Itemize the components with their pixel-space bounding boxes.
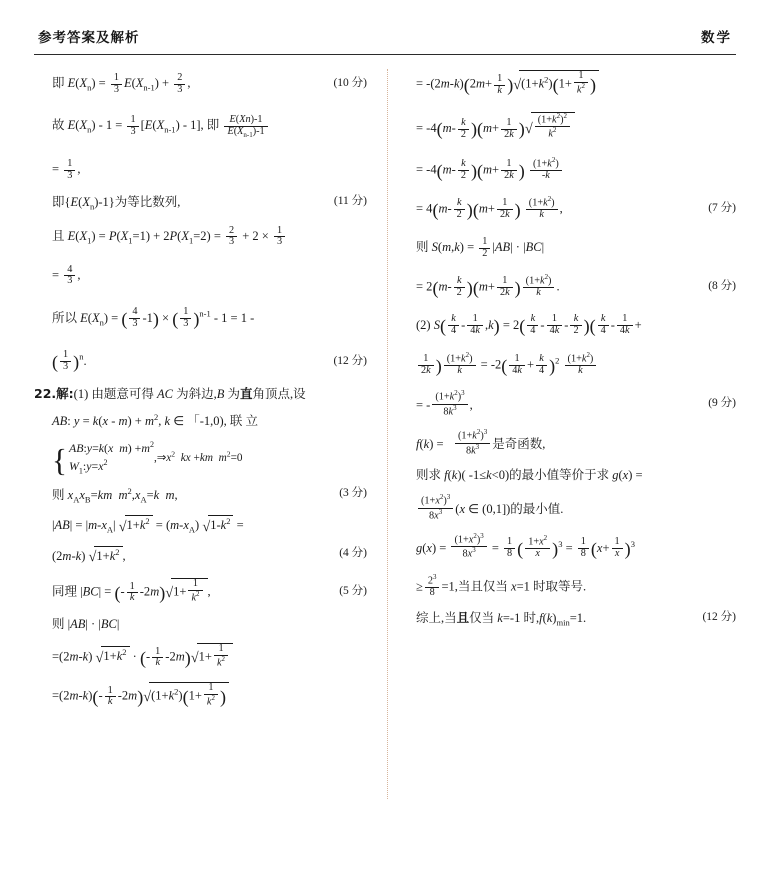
line-l11: { AB:y=k(x $m) +m^2$ $W_1:y=x^2$ $,\Rightarrow x^2$ kx +km $m^2=0$ — [52, 440, 243, 478]
line-l10: AB: $y = k(x - m) + m^2$, k ∈ 「-1,0), 联 立 — [52, 411, 259, 429]
score-mark: (7 分) — [708, 202, 736, 215]
line-l3: = $\frac{1}{3}$ , — [52, 157, 81, 181]
line-l7: 所以 $E(X_n)$ = ( $\frac{4}{3}$ -1) × ( $\frac{1}{3}$ )$^{n-1}$ - 1 = 1 - — [52, 306, 255, 330]
header-title-right: 数学 — [701, 30, 732, 46]
left-column — [34, 69, 385, 799]
line-r5: 则 S(m,k) = $\frac{1}{2}$ |AB| · |BC| — [416, 235, 545, 259]
line-l18: =(2m-k)(- $\frac{1}{k}$ -2m) √ $(1+k^2)(1+$ $\frac{1}{k^2}$ ) — [34, 681, 367, 711]
line-r8: $\frac{1}{2k}$ ) $\frac{(1+k^2)}{k}$ = -2( $\frac{1}{4k}$ + $\frac{k}{4}$ )$^2$ $\frac{(1+k^2)}{k}$ — [416, 350, 736, 380]
line-l13: $|AB| = |m-x_A|$ √ $1+k^2 = (m-x_A)$ √ $1-k^2$ = — [34, 515, 367, 537]
line-r4: = 4(m- $\frac{k}{2}$ )(m+ $\frac{1}{2k}$ ) $\frac{(1+k^2)}{k}$ , (7 分) — [416, 194, 736, 221]
line-r7: (2) S( $\frac{k}{4}$ - $\frac{1}{4k}$ ,k) = 2( $\frac{k}{4}$ - $\frac{1}{4k}$ - $\frac{k}{2}$ )( $\frac{k}{4}$ - $\frac{1}{4k}$ + — [416, 313, 642, 337]
line-l5: 且 $E(X_1) = P(X_1=1) + 2P(X_1=2)$ = $\frac{2}{3}$ + 2 × $\frac{1}{3}$ — [34, 222, 367, 252]
line-l12: 则 $x_Ax_B=km$ $m^2,x_A=k$ m, (3 分) — [52, 486, 367, 505]
line-l6: = $\frac{4}{3}$ , — [52, 263, 81, 287]
line-l2: 故 $E(X_n) - 1$ = $\frac{1}{3}$ $[E(X_{n-1}) - 1]$, 即 $\frac{E(Xn)-1}{E(X_{n-1})-1}$ — [34, 108, 367, 146]
right-column — [390, 69, 736, 799]
line-r14: ≥ $\frac{2^3}{8}$ =1,当且仅当 x=1 时取等号. — [416, 572, 587, 598]
header-rule — [34, 54, 736, 55]
line-l17: =(2m-k) √ $1+k^2$ · (- $\frac{1}{k}$ -2m) √ 1+ $\frac{1}{k^2}$ — [34, 642, 367, 672]
score-mark: (8 分) — [708, 280, 736, 293]
score-mark: (4 分) — [339, 547, 367, 560]
line-l14: (2m-k) √ $1+k^2$ , (4 分) — [34, 546, 367, 568]
score-mark: (9 分) — [708, 397, 736, 410]
line-r12: $\frac{(1+x^2)^3}{8x^3}$ (x ∈ (0,1])的最小值. — [416, 493, 736, 523]
line-r13: g(x) = $\frac{(1+x^2)^3}{8x^3}$ = $\frac{1}{8}$ ( $\frac{1+x^2}{x}$ )$^3$ = $\frac{1}{8}$ (x+ $\frac{1}{x}$ )$^3$ — [416, 531, 635, 560]
score-mark: (12 分) — [333, 355, 367, 368]
line-l1: 即 $E(X_n)$ = $\frac{1}{3}$ $E(X_{n-1})$ + $\frac{2}{3}$ , (10 分) — [52, 71, 367, 95]
score-mark: (12 分) — [702, 611, 736, 623]
line-r11: 则求 f(k)( -1≤k<0)的最小值等价于求 g(x) = — [416, 468, 643, 482]
line-l8: ( $\frac{1}{3}$ )$^n$. (12 分) — [52, 349, 367, 373]
line-r6: = 2(m- $\frac{k}{2}$ )(m+ $\frac{1}{2k}$ ) $\frac{(1+k^2)}{k}$ . (8 分) — [416, 272, 736, 299]
line-l16: 则 |AB| · |BC| — [52, 616, 120, 631]
line-r1: = -(2m-k)(2m+ $\frac{1}{k}$ ) √ $(1+k^2)(1+$ $\frac{1}{k^2}$ ) — [416, 69, 736, 99]
header-title-left: 参考答案及解析 — [38, 30, 140, 46]
line-r15: 综上,当且仅当 k=-1 时$,f(k)_{min}=1$. (12 分) — [416, 610, 736, 628]
score-mark: (5 分) — [339, 584, 367, 597]
line-l9: 22.解:(1) 由题意可得 AC 为斜边,B 为直角顶点,设 — [34, 385, 306, 401]
page-header — [34, 26, 736, 46]
line-r9: = - $\frac{(1+k^2)^3}{8k^3}$ , (9 分) — [416, 389, 736, 417]
column-divider — [387, 69, 388, 799]
score-mark: (10 分) — [333, 77, 367, 90]
line-l4: 即$\{E(X_n)-1\}$为等比数列, (11 分) — [52, 195, 367, 212]
line-r2: = -4(m- $\frac{k}{2}$ )(m+ $\frac{1}{2k}$ ) √ $\frac{(1+k^2)^2}{k^2}$ — [416, 108, 736, 146]
line-l15: 同理 |BC| = (- $\frac{1}{k}$ -2m) √ 1+ $\frac{1}{k^2}$ , (5 分) — [34, 577, 367, 607]
score-mark: (3 分) — [339, 487, 367, 500]
two-column-body — [34, 69, 736, 799]
score-mark: (11 分) — [333, 195, 367, 207]
line-r3: = -4(m- $\frac{k}{2}$ )(m+ $\frac{1}{2k}$ ) $\frac{(1+k^2)}{-k}$ — [416, 155, 736, 185]
line-r10: f(k) = $\frac{(1+k^2)^3}{8k^3}$ 是奇函数, — [416, 428, 546, 456]
